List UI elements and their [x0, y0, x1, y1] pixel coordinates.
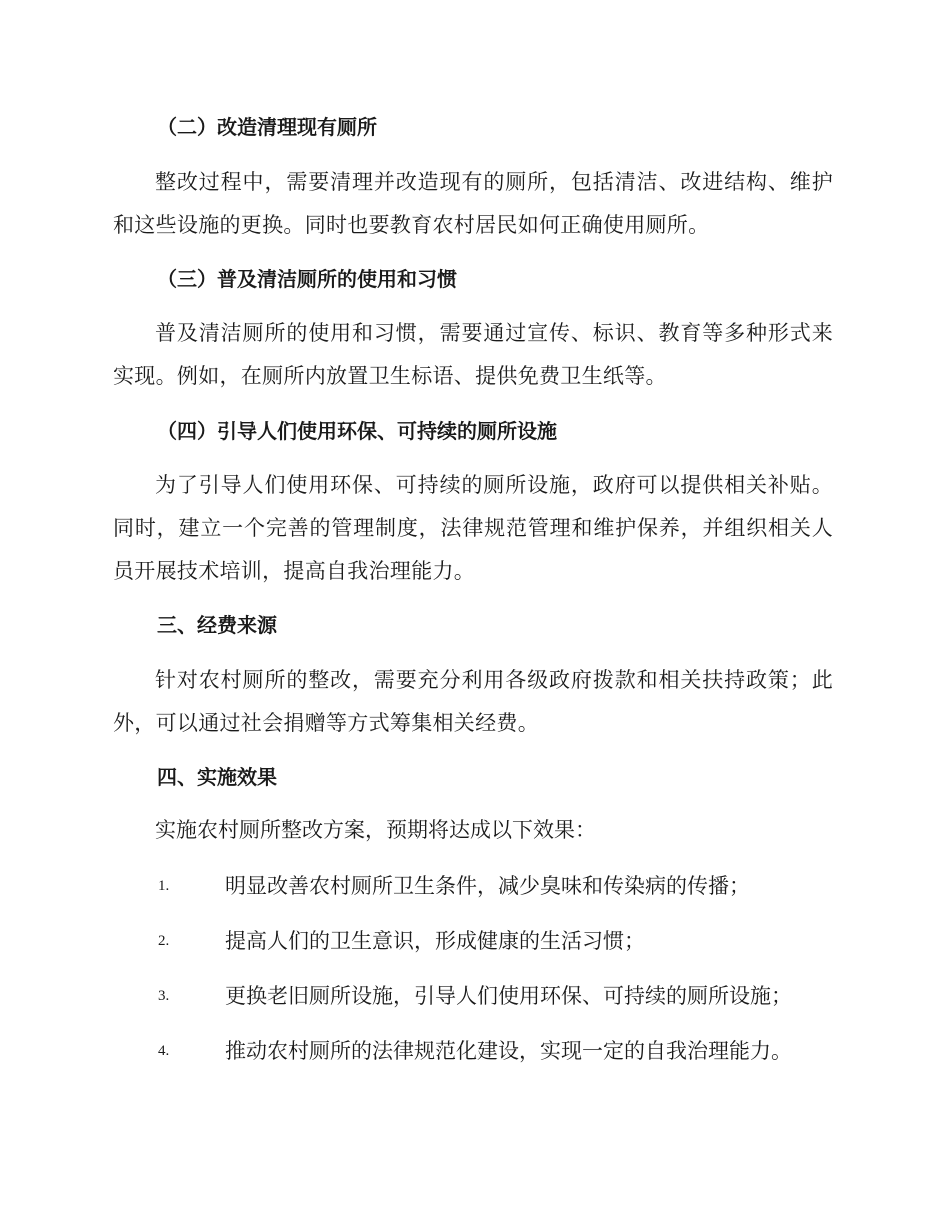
list-item — [0, 926, 950, 956]
paragraph-funding: 针对农村厕所的整改，需要充分利用各级政府拨款和相关扶持政策；此外，可以通过社会捐赠等方式筹集相关经费。 — [113, 668, 833, 735]
list-item — [0, 981, 950, 1011]
list-item-number: 3. — [158, 988, 170, 1004]
section-heading-popularize: （三）普及清洁厕所的使用和习惯 — [157, 267, 457, 291]
paragraph-effects-intro: 实施农村厕所整改方案，预期将达成以下效果： — [155, 818, 596, 842]
paragraph-popularize: 普及清洁厕所的使用和习惯，需要通过宣传、标识、教育等多种形式来实现。例如，在厕所内放置卫生标语、提供免费卫生纸等。 — [113, 321, 833, 388]
paragraph-renovate: 整改过程中，需要清理并改造现有的厕所，包括清洁、改进结构、维护和这些设施的更换。同时也要教育农村居民如何正确使用厕所。 — [113, 170, 833, 237]
list-item — [0, 1036, 950, 1066]
section-heading-effects: 四、实施效果 — [157, 765, 277, 789]
section-heading-guide: （四）引导人们使用环保、可持续的厕所设施 — [157, 419, 557, 443]
list-item-text: 推动农村厕所的法律规范化建设，实现一定的自我治理能力。 — [225, 1039, 792, 1063]
list-item-number: 1. — [158, 878, 170, 894]
paragraph-guide: 为了引导人们使用环保、可持续的厕所设施，政府可以提供相关补贴。同时，建立一个完善的管理制度，法律规范管理和维护保养，并组织相关人员开展技术培训，提高自我治理能力。 — [113, 473, 833, 583]
list-item — [0, 871, 950, 901]
list-item-text: 明显改善农村厕所卫生条件，减少臭味和传染病的传播； — [225, 874, 750, 898]
section-heading-funding: 三、经费来源 — [157, 613, 277, 637]
list-item-text: 更换老旧厕所设施，引导人们使用环保、可持续的厕所设施； — [225, 984, 792, 1008]
list-item-number: 4. — [158, 1043, 170, 1059]
list-item-text: 提高人们的卫生意识，形成健康的生活习惯； — [225, 929, 645, 953]
section-heading-renovate: （二）改造清理现有厕所 — [157, 115, 377, 139]
list-item-number: 2. — [158, 933, 170, 949]
